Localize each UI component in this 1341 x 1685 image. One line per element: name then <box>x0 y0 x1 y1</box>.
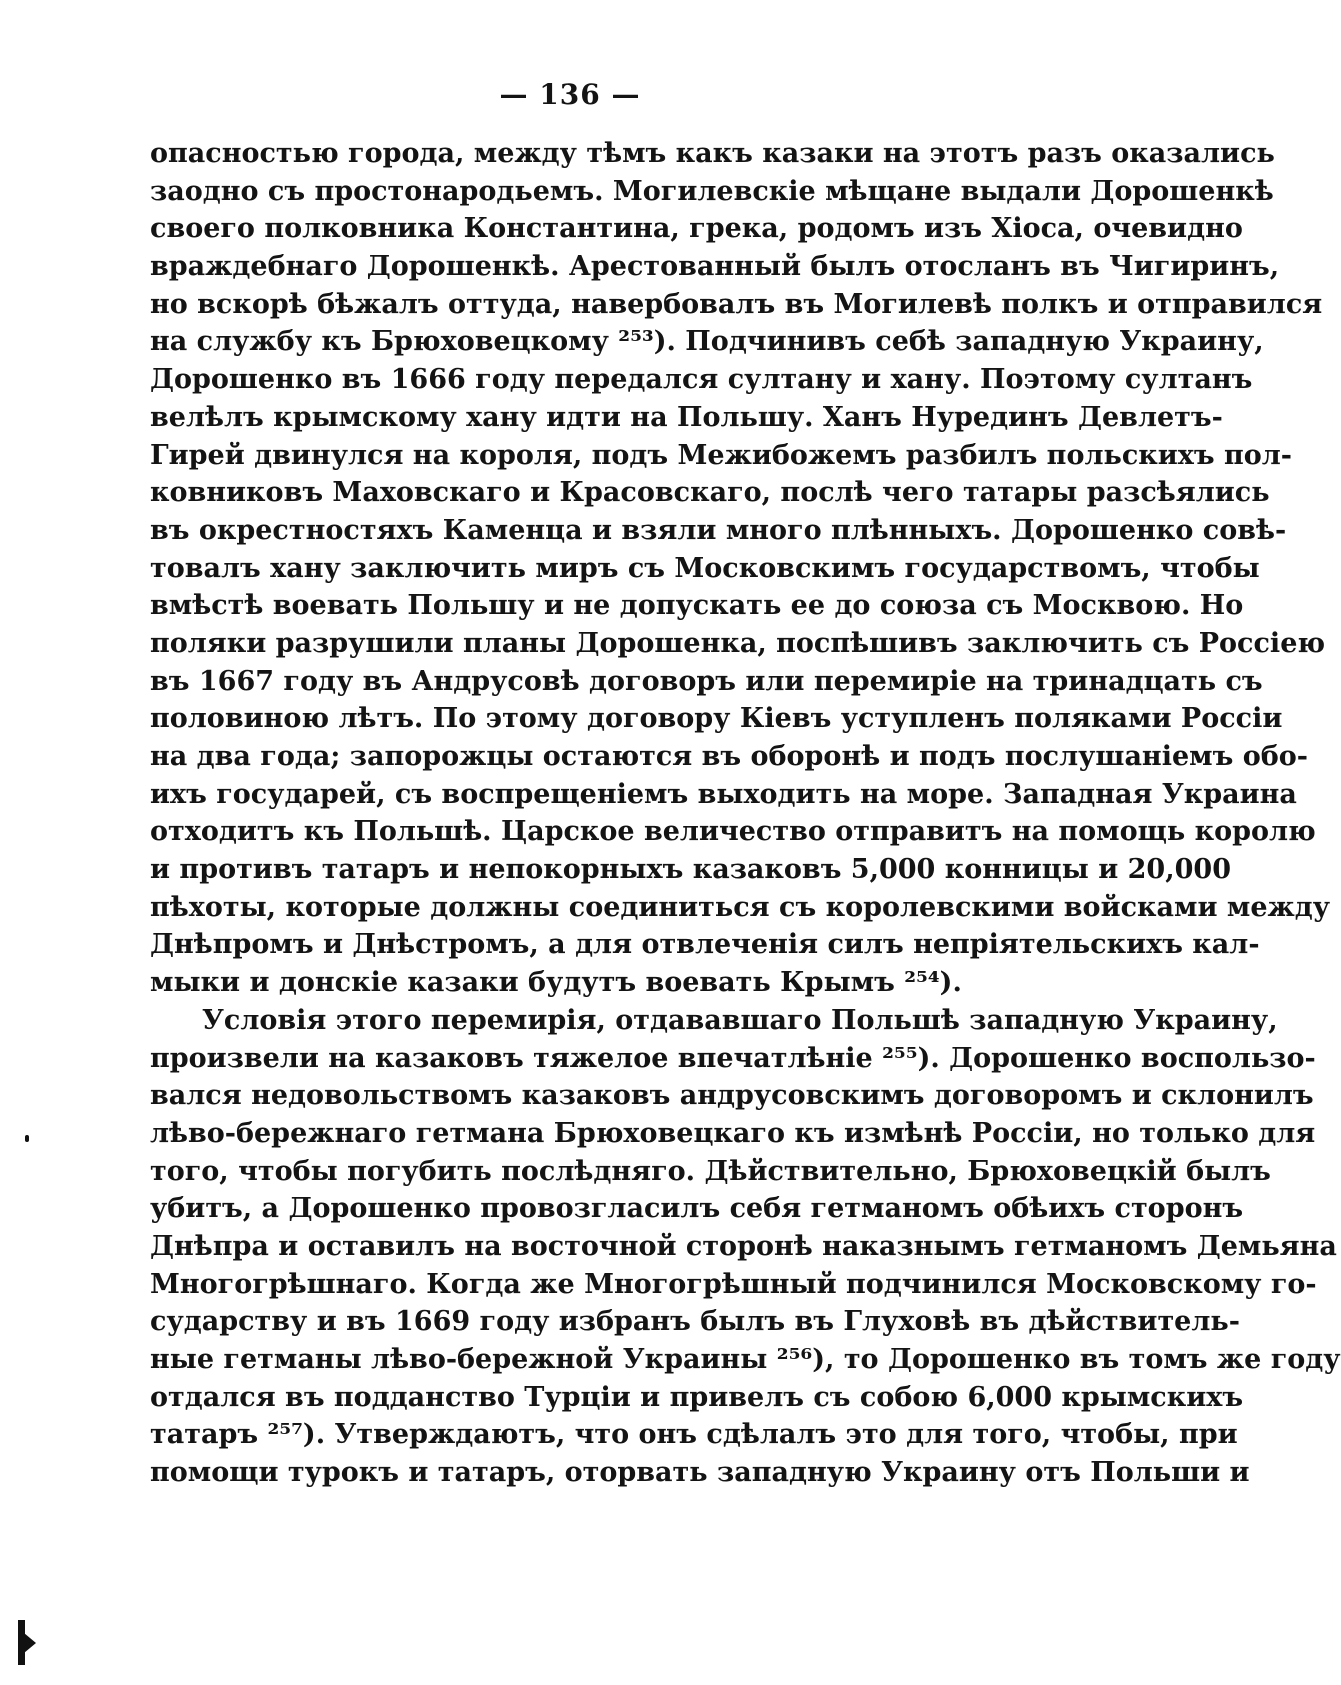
text-line: отходитъ къ Польшѣ. Царское величество отправитъ на помощь королю <box>150 816 1316 848</box>
text-line: Днѣпра и оставилъ на восточной сторонѣ наказнымъ гетманомъ Демьяна <box>150 1230 1337 1262</box>
text-line: ковниковъ Маховскаго и Красовскаго, послѣ чего татары разсѣялись <box>150 477 1270 509</box>
text-line: Условія этого перемирія, отдававшаго Польшѣ западную Украину, <box>202 1004 1278 1036</box>
text-line: враждебнаго Дорошенкѣ. Арестованный былъ отосланъ въ Чигиринъ, <box>150 251 1280 283</box>
text-line: лѣво-бережнаго гетмана Брюховецкаго къ измѣнѣ Россіи, но только для <box>150 1117 1316 1149</box>
text-line: и противъ татаръ и непокорныхъ казаковъ 5,000 конницы и 20,000 <box>150 854 1231 886</box>
text-line: въ 1667 году въ Андрусовѣ договоръ или перемиріе на тринадцать съ <box>150 665 1263 697</box>
text-line: Днѣпромъ и Днѣстромъ, а для отвлеченія силъ непріятельскихъ кал- <box>150 929 1260 961</box>
text-line: ные гетманы лѣво-бережной Украины ²⁵⁶), то Дорошенко въ томъ же году <box>150 1344 1341 1375</box>
text-line: въ окрестностяхъ Каменца и взяли много плѣнныхъ. Дорошенко совѣ- <box>150 514 1287 546</box>
text-line: сударству и въ 1669 году избранъ былъ въ Глуховѣ въ дѣйствитель- <box>150 1306 1240 1338</box>
text-line: убитъ, а Дорошенко провозгласилъ себя гетманомъ обѣихъ сторонъ <box>150 1193 1244 1225</box>
text-line: заодно съ простонародьемъ. Могилевскіе мѣщане выдали Дорошенкѣ <box>150 175 1274 207</box>
text-line: Дорошенко въ 1666 году передался султану и хану. Поэтому султанъ <box>150 364 1253 396</box>
text-line: но вскорѣ бѣжалъ оттуда, навербовалъ въ Могилевѣ полкъ и отправился <box>150 288 1323 320</box>
text-line: Многогрѣшнаго. Когда же Многогрѣшный подчинился Московскому го- <box>150 1268 1317 1300</box>
text-line: поляки разрушили планы Дорошенка, поспѣшивъ заключить съ Россіею <box>150 627 1326 659</box>
text-line: вмѣстѣ воевать Польшу и не допускать ее до союза съ Москвою. Но <box>150 590 1244 622</box>
text-line: половиною лѣтъ. По этому договору Кіевъ уступленъ поляками Россіи <box>150 703 1283 735</box>
text-line: того, чтобы погубить послѣдняго. Дѣйствительно, Брюховецкій былъ <box>150 1155 1271 1187</box>
text-line: помощи турокъ и татаръ, оторвать западную Украину отъ Польши и <box>150 1457 1250 1489</box>
text-line: на два года; запорожцы остаются въ оборонѣ и подъ послушаніемъ обо- <box>150 741 1308 772</box>
page-number: — 136 — <box>499 78 641 111</box>
text-line: опасностью города, между тѣмъ какъ казаки на этотъ разъ оказались <box>150 138 1275 169</box>
text-line: товалъ хану заключить миръ съ Московскимъ государствомъ, чтобы <box>150 552 1260 584</box>
margin-dot <box>25 1135 29 1142</box>
text-line: татаръ ²⁵⁷). Утверждаютъ, что онъ сдѣлалъ это для того, чтобы, при <box>150 1419 1238 1451</box>
text-line: Гирей двинулся на короля, подъ Межибожемъ разбилъ польскихъ пол- <box>150 439 1293 471</box>
text-line: ихъ государей, съ воспрещеніемъ выходить на море. Западная Украина <box>150 778 1297 810</box>
text-line: произвели на казаковъ тяжелое впечатлѣніе ²⁵⁵). Дорошенко воспользо- <box>150 1042 1316 1074</box>
text-line: отдался въ подданство Турціи и привелъ съ собою 6,000 крымскихъ <box>150 1381 1244 1413</box>
text-line: вался недовольствомъ казаковъ андрусовскимъ договоромъ и склонилъ <box>150 1080 1314 1112</box>
text-line: своего полковника Константина, грека, родомъ изъ Хіоса, очевидно <box>150 213 1243 245</box>
body-text <box>150 135 1341 1492</box>
text-line: на службу къ Брюховецкому ²⁵³). Подчинивъ себѣ западную Украину, <box>150 326 1264 358</box>
text-line: мыки и донскіе казаки будутъ воевать Крымъ ²⁵⁴). <box>150 967 962 999</box>
text-line: велѣлъ крымскому хану идти на Польшу. Ханъ Нурединъ Девлетъ- <box>150 401 1223 433</box>
margin-arrow-icon <box>18 1628 36 1658</box>
text-line: пѣхоты, которые должны соединиться съ королевскими войсками между <box>150 891 1331 923</box>
